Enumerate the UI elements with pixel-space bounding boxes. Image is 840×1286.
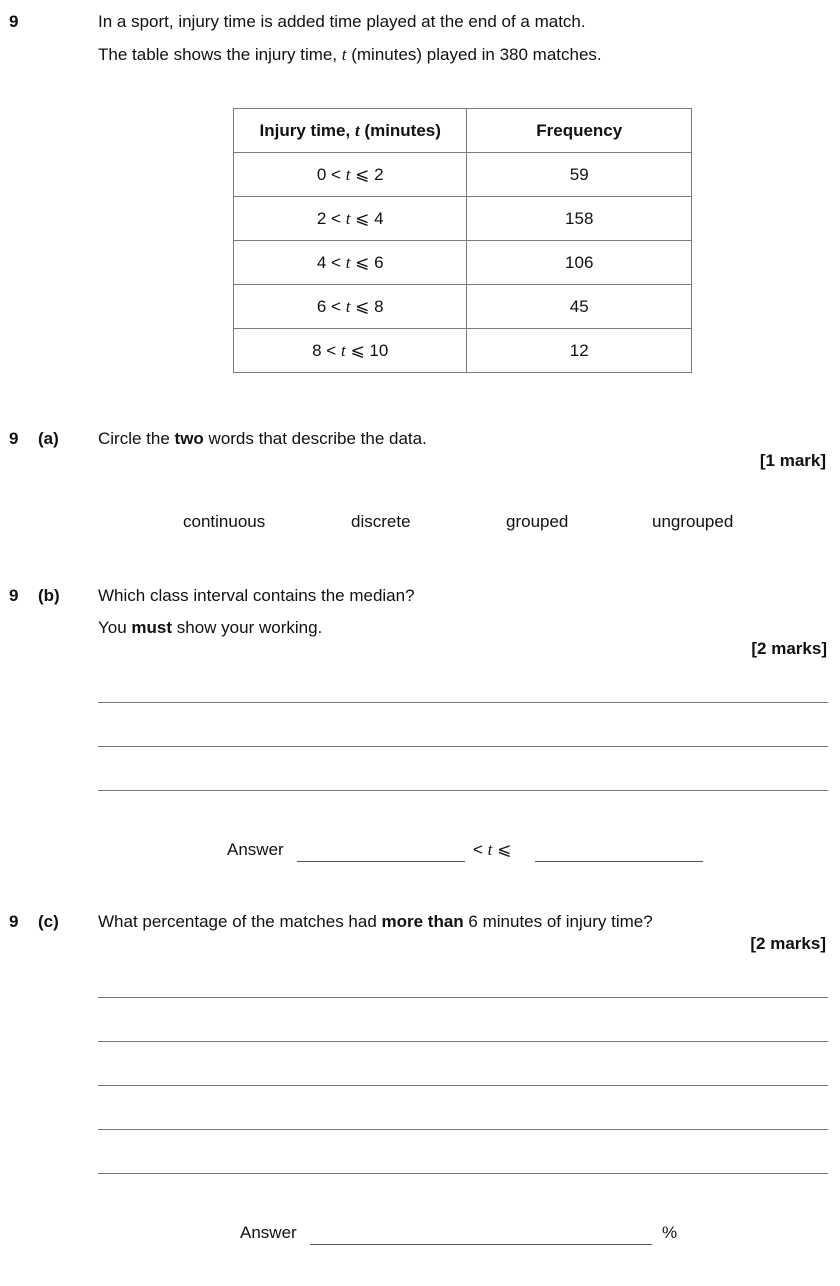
part-b-instruction-end: show your working. bbox=[172, 618, 323, 637]
table-row bbox=[234, 153, 692, 197]
interval-cell bbox=[234, 329, 467, 373]
part-c-emphasis: more than bbox=[381, 912, 464, 931]
working-line[interactable] bbox=[98, 1085, 828, 1086]
interval-variable: t bbox=[340, 340, 346, 360]
table-row bbox=[234, 285, 692, 329]
interval-variable: t bbox=[345, 164, 351, 184]
percent-unit: % bbox=[662, 1223, 678, 1242]
part-a-question bbox=[98, 429, 427, 449]
intro-line-2 bbox=[98, 45, 602, 65]
interval-upper: ⩽ 8 bbox=[355, 296, 384, 316]
answer-upper-bound-field[interactable] bbox=[535, 861, 703, 862]
frequency-cell: 106 bbox=[467, 241, 692, 285]
header-col1-start: Injury time, bbox=[259, 120, 355, 140]
interval-lower: 2 < bbox=[316, 208, 341, 228]
inequality-less-than: < bbox=[473, 840, 488, 859]
table-row bbox=[234, 197, 692, 241]
table-row bbox=[234, 329, 692, 373]
option-discrete[interactable]: discrete bbox=[351, 512, 411, 531]
intro-line-1: In a sport, injury time is added time played at the end of a match. bbox=[98, 12, 586, 31]
part-b-answer-label: Answer bbox=[227, 840, 284, 859]
interval-lower: 8 < bbox=[312, 340, 337, 360]
intro-variable: t bbox=[341, 45, 347, 64]
working-line[interactable] bbox=[98, 790, 828, 791]
part-c-answer-label: Answer bbox=[240, 1223, 297, 1242]
part-b-marks: [2 marks] bbox=[751, 639, 827, 658]
interval-upper: ⩽ 4 bbox=[355, 208, 384, 228]
part-b-number: 9 bbox=[9, 586, 19, 605]
header-frequency: Frequency bbox=[467, 109, 692, 153]
option-ungrouped[interactable]: ungrouped bbox=[652, 512, 734, 531]
inequality-less-equal: ⩽ bbox=[492, 840, 512, 859]
part-a-label: (a) bbox=[38, 429, 59, 448]
interval-upper: ⩽ 10 bbox=[350, 340, 389, 360]
interval-variable: t bbox=[345, 296, 351, 316]
header-col1-end: (minutes) bbox=[359, 120, 441, 140]
part-a-text-start: Circle the bbox=[98, 429, 175, 448]
part-a-number: 9 bbox=[9, 429, 19, 448]
header-col1-variable: t bbox=[354, 120, 360, 140]
part-c-label: (c) bbox=[38, 912, 59, 931]
working-line[interactable] bbox=[98, 997, 828, 998]
table-header-row bbox=[234, 109, 692, 153]
part-b-label: (b) bbox=[38, 586, 60, 605]
answer-inequality bbox=[473, 840, 511, 860]
frequency-cell: 158 bbox=[467, 197, 692, 241]
interval-cell bbox=[234, 197, 467, 241]
interval-upper: ⩽ 2 bbox=[355, 164, 384, 184]
interval-variable: t bbox=[345, 252, 351, 272]
part-b-instruction bbox=[98, 618, 322, 638]
percentage-answer-field[interactable] bbox=[310, 1244, 652, 1245]
frequency-table bbox=[233, 108, 692, 373]
table-row bbox=[234, 241, 692, 285]
part-a-marks: [1 mark] bbox=[759, 451, 826, 470]
frequency-cell: 45 bbox=[467, 285, 692, 329]
working-line[interactable] bbox=[98, 1041, 828, 1042]
header-injury-time bbox=[234, 109, 467, 153]
interval-lower: 0 < bbox=[316, 164, 341, 184]
intro-line-2-end: (minutes) played in 380 matches. bbox=[346, 45, 602, 64]
part-c-number: 9 bbox=[9, 912, 19, 931]
interval-variable: t bbox=[345, 208, 351, 228]
option-grouped[interactable]: grouped bbox=[506, 512, 569, 531]
working-line[interactable] bbox=[98, 746, 828, 747]
working-line[interactable] bbox=[98, 1173, 828, 1174]
interval-cell bbox=[234, 285, 467, 329]
answer-lower-bound-field[interactable] bbox=[297, 861, 465, 862]
part-b-question: Which class interval contains the median? bbox=[98, 586, 415, 605]
working-line[interactable] bbox=[98, 702, 828, 703]
part-b-emphasis: must bbox=[131, 618, 173, 637]
frequency-cell: 12 bbox=[467, 329, 692, 373]
interval-upper: ⩽ 6 bbox=[355, 252, 384, 272]
part-c-text-end: 6 minutes of injury time? bbox=[463, 912, 653, 931]
part-c-question bbox=[98, 912, 653, 932]
part-c-marks: [2 marks] bbox=[750, 934, 826, 953]
interval-cell bbox=[234, 241, 467, 285]
interval-cell bbox=[234, 153, 467, 197]
part-b-instruction-start: You bbox=[98, 618, 132, 637]
intro-line-2-start: The table shows the injury time, bbox=[98, 45, 342, 64]
question-number: 9 bbox=[9, 12, 19, 31]
part-a-text-end: words that describe the data. bbox=[203, 429, 427, 448]
option-continuous[interactable]: continuous bbox=[183, 512, 266, 531]
frequency-cell: 59 bbox=[467, 153, 692, 197]
interval-lower: 4 < bbox=[316, 252, 341, 272]
inequality-variable: t bbox=[487, 840, 493, 859]
interval-lower: 6 < bbox=[316, 296, 341, 316]
working-line[interactable] bbox=[98, 1129, 828, 1130]
part-c-text-start: What percentage of the matches had bbox=[98, 912, 382, 931]
part-a-emphasis: two bbox=[174, 429, 204, 448]
